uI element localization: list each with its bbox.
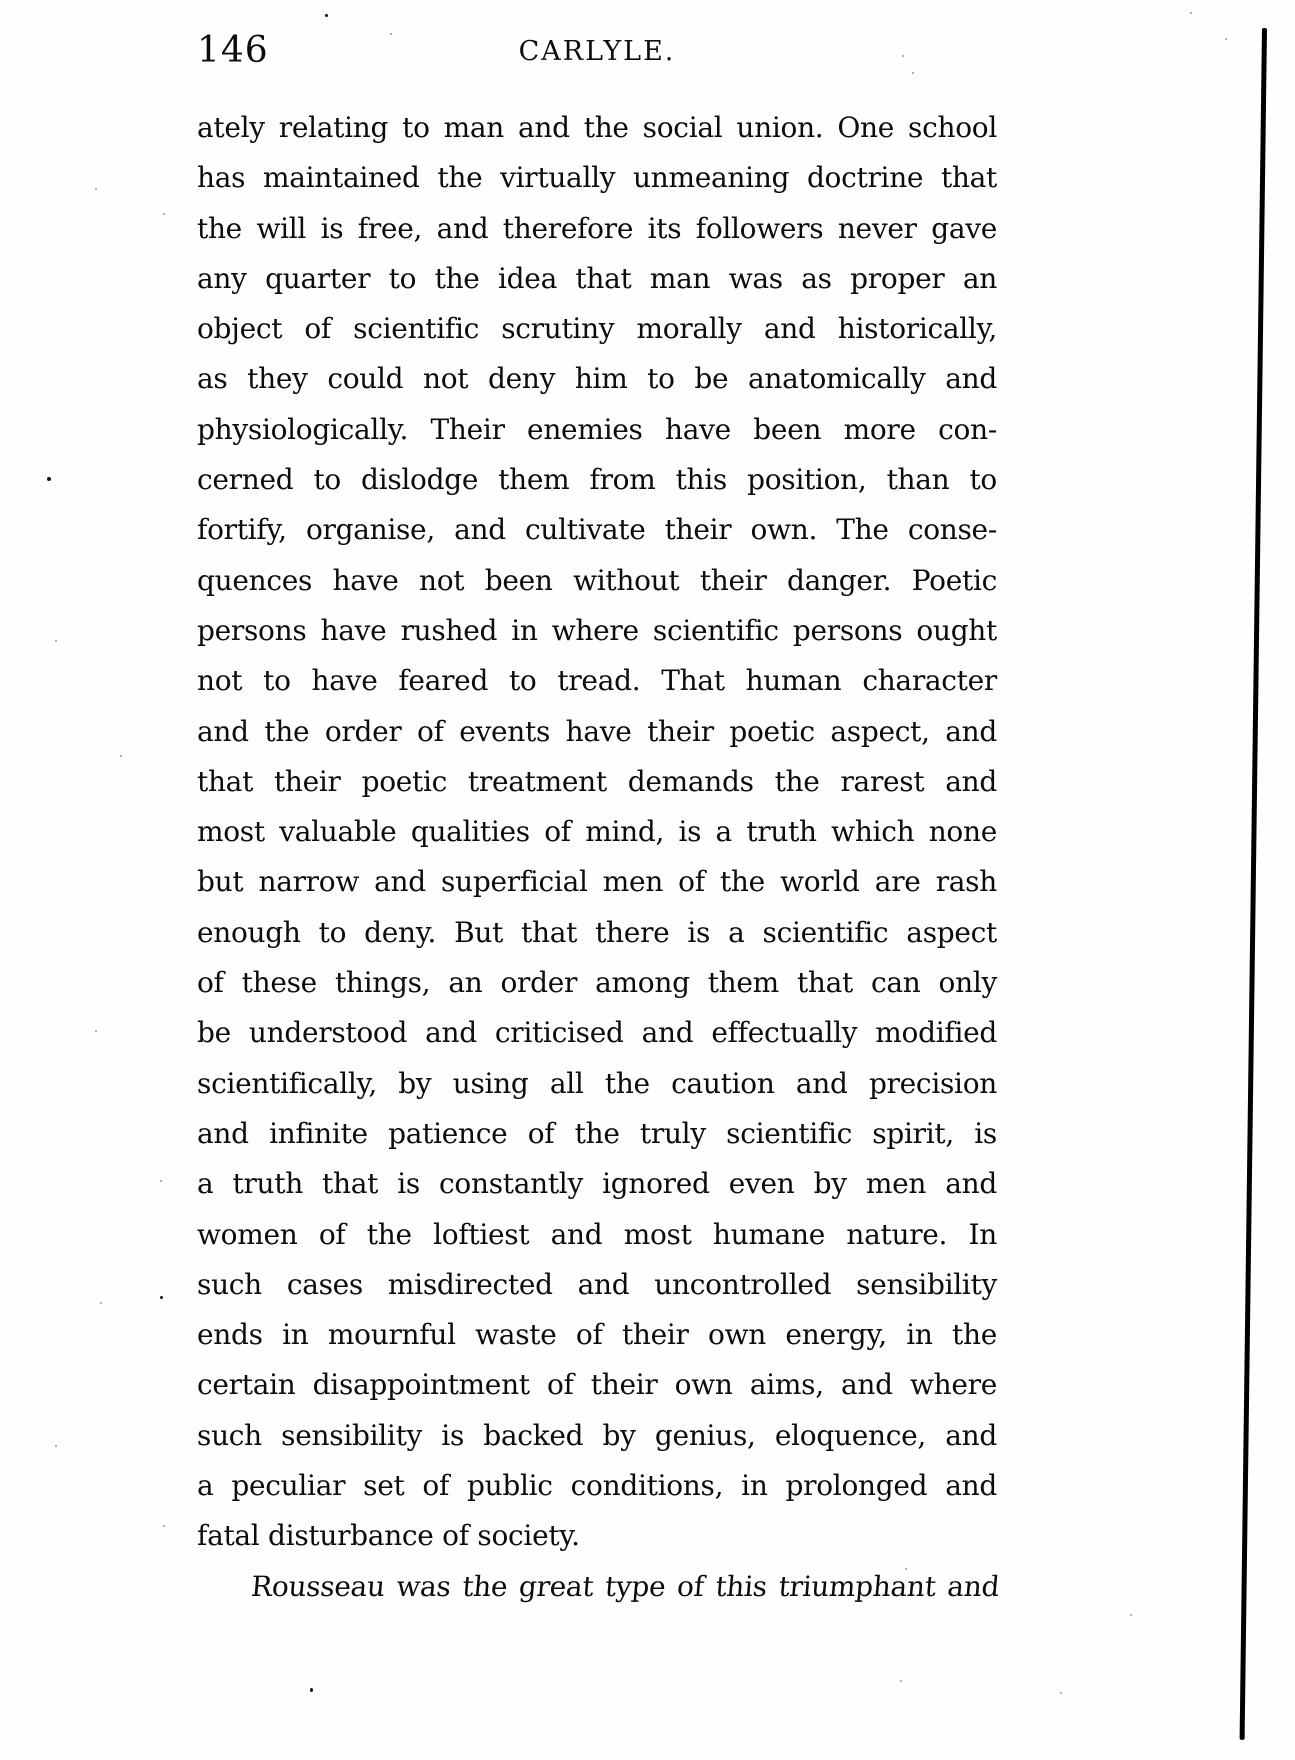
paragraph xyxy=(197,1562,1001,1612)
text-line: not to have feared to tread. That human character xyxy=(197,664,997,698)
text-line: physiologically. Their enemies have been more con- xyxy=(197,412,997,446)
scan-speckle xyxy=(163,1525,165,1527)
text-line: as they could not deny him to be anatomically and xyxy=(197,362,997,396)
text-line: scientifically, by using all the caution and precision xyxy=(197,1066,997,1100)
scan-speckle xyxy=(1130,1614,1132,1616)
scan-speckle xyxy=(310,1688,313,1692)
page-header xyxy=(197,28,997,74)
scan-speckle xyxy=(1225,38,1227,40)
text-line: a truth that is constantly ignored even by men and xyxy=(197,1167,997,1201)
text-line: fatal disturbance of society. xyxy=(197,1519,580,1553)
text-line: cerned to dislodge them from this position, than to xyxy=(197,463,997,497)
text-line: a peculiar set of public conditions, in prolonged and xyxy=(197,1469,997,1503)
text-line: women of the loftiest and most humane nature. In xyxy=(197,1217,997,1251)
text-line: of these things, an order among them that can only xyxy=(197,966,997,1000)
text-line: and the order of events have their poetic aspect, and xyxy=(197,714,997,748)
text-line: Rousseau was the great type of this triumphant and xyxy=(249,1569,1001,1603)
scan-speckle xyxy=(55,640,57,642)
scan-speckle xyxy=(1190,12,1192,14)
scan-speckle xyxy=(95,1030,97,1032)
scan-speckle xyxy=(55,1445,57,1447)
page-number: 146 xyxy=(197,30,269,71)
scan-speckle xyxy=(902,55,904,57)
scan-speckle xyxy=(900,1680,902,1682)
text-line: persons have rushed in where scientific persons ought xyxy=(197,613,997,647)
text-line: quences have not been without their danger. Poetic xyxy=(197,563,997,597)
scan-speckle xyxy=(905,1568,907,1570)
scan-speckle xyxy=(100,1302,102,1304)
scan-speckle xyxy=(912,72,914,74)
scan-speckle xyxy=(160,1180,162,1182)
text-line: any quarter to the idea that man was as proper an xyxy=(197,261,997,295)
scan-speckle xyxy=(120,755,122,757)
book-edge-line xyxy=(1240,28,1267,1740)
text-line: and infinite patience of the truly scientific spirit, is xyxy=(197,1116,997,1150)
text-line: has maintained the virtually unmeaning doctrine that xyxy=(197,161,997,195)
scan-speckle xyxy=(325,14,328,17)
text-line: enough to deny. But that there is a scientific aspect xyxy=(197,915,997,949)
text-line: ends in mournful waste of their own energy, in the xyxy=(197,1318,997,1352)
text-line: certain disappointment of their own aims, and where xyxy=(197,1368,997,1402)
scan-speckle xyxy=(1060,1692,1062,1694)
text-line: be understood and criticised and effectually modified xyxy=(197,1016,997,1050)
text-line: ately relating to man and the social union. One school xyxy=(197,111,997,144)
body-text xyxy=(197,103,1001,1612)
scan-speckle xyxy=(47,477,51,481)
text-line: but narrow and superficial men of the world are rash xyxy=(197,865,997,899)
text-line: fortify, organise, and cultivate their own. The conse- xyxy=(197,513,997,547)
running-title: CARLYLE. xyxy=(518,36,676,67)
text-line: such sensibility is backed by genius, eloquence, and xyxy=(197,1418,997,1452)
text-line: that their poetic treatment demands the rarest and xyxy=(197,764,997,798)
text-line: such cases misdirected and uncontrolled sensibility xyxy=(197,1267,997,1301)
paragraph xyxy=(197,103,997,1562)
text-line: object of scientific scrutiny morally and historically, xyxy=(197,312,997,346)
scan-speckle xyxy=(95,188,97,190)
scan-speckle xyxy=(160,1296,163,1299)
scan-speckle xyxy=(163,213,165,215)
scan-speckle xyxy=(390,33,392,35)
text-line: most valuable qualities of mind, is a truth which none xyxy=(197,815,997,849)
text-line: the will is free, and therefore its followers never gave xyxy=(197,211,997,245)
